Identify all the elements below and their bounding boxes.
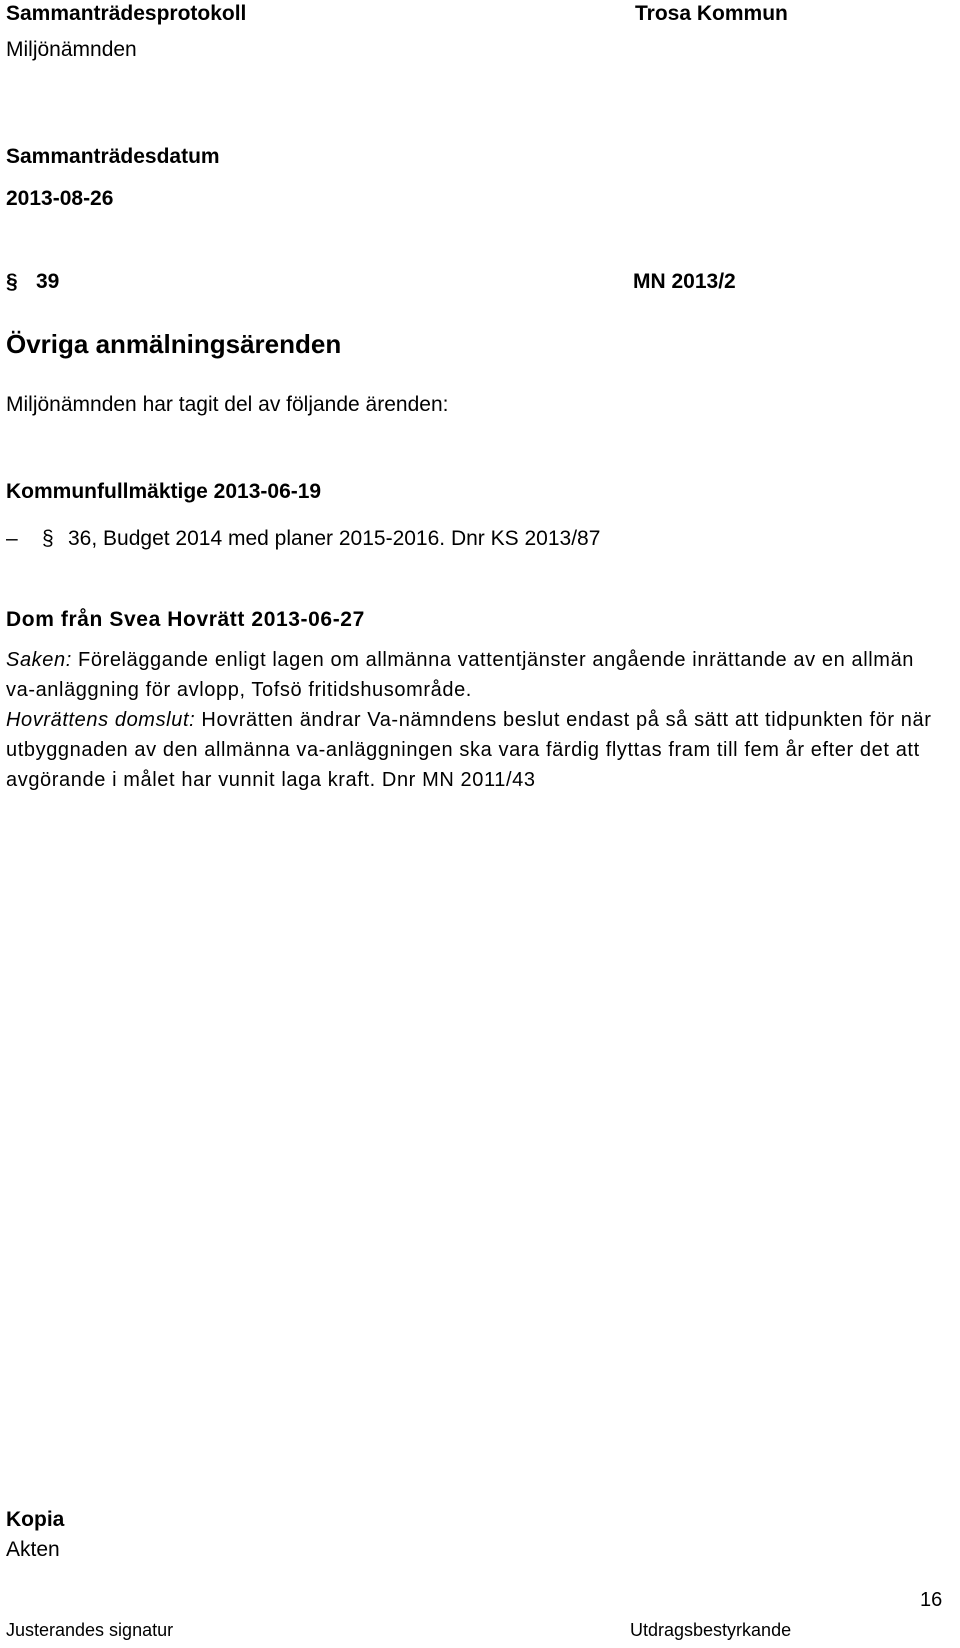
- extract-label: Utdragsbestyrkande: [630, 1620, 792, 1640]
- dom-body: [6, 645, 946, 795]
- section-heading: Övriga anmälningsärenden: [6, 329, 342, 359]
- document-type: Sammanträdesprotokoll: [6, 2, 247, 25]
- saken-label: Saken:: [6, 649, 72, 671]
- domslut-paragraph: [6, 705, 946, 795]
- saken-text: Föreläggande enligt lagen om allmänna vattentjänster angående inrättande av en allmän va-anläggning för avlopp, Tofsö fritidshusområde.: [6, 649, 915, 701]
- intro-text: Miljönämnden har tagit del av följande ärenden:: [6, 393, 449, 416]
- committee-name: Miljönämnden: [6, 38, 137, 61]
- domslut-label: Hovrättens domslut:: [6, 709, 196, 731]
- meeting-date: 2013-08-26: [6, 187, 114, 210]
- list-dash: –: [6, 527, 18, 550]
- municipality-name: Trosa Kommun: [635, 2, 788, 25]
- paragraph-dnr: MN 2013/2: [633, 270, 736, 293]
- kommunfullmaktige-item-text: 36, Budget 2014 med planer 2015-2016. Dnr KS 2013/87: [68, 527, 601, 550]
- section-sign: §: [42, 527, 54, 550]
- section-sign: §: [6, 270, 18, 293]
- dom-heading: Dom från Svea Hovrätt 2013-06-27: [6, 608, 365, 631]
- domslut-text: Hovrätten ändrar Va-nämndens beslut endast på så sätt att tidpunkten för när utbyggnaden av den allmänna va-anläggningen ska vara färdig flyttas fram till fem år efter det att avgörande i målet har vunnit laga kraft. Dnr MN 2011/43: [6, 709, 932, 791]
- kommunfullmaktige-item: [6, 527, 600, 551]
- paragraph-number: 39: [36, 270, 60, 293]
- kommunfullmaktige-heading: Kommunfullmäktige 2013-06-19: [6, 480, 322, 503]
- paragraph-number-row: [6, 270, 59, 294]
- kopia-recipient: Akten: [6, 1538, 60, 1561]
- saken-paragraph: [6, 645, 946, 705]
- meeting-date-label: Sammanträdesdatum: [6, 145, 220, 168]
- signature-label: Justerandes signatur: [6, 1620, 174, 1640]
- kopia-label: Kopia: [6, 1508, 65, 1531]
- page-number: 16: [920, 1589, 943, 1611]
